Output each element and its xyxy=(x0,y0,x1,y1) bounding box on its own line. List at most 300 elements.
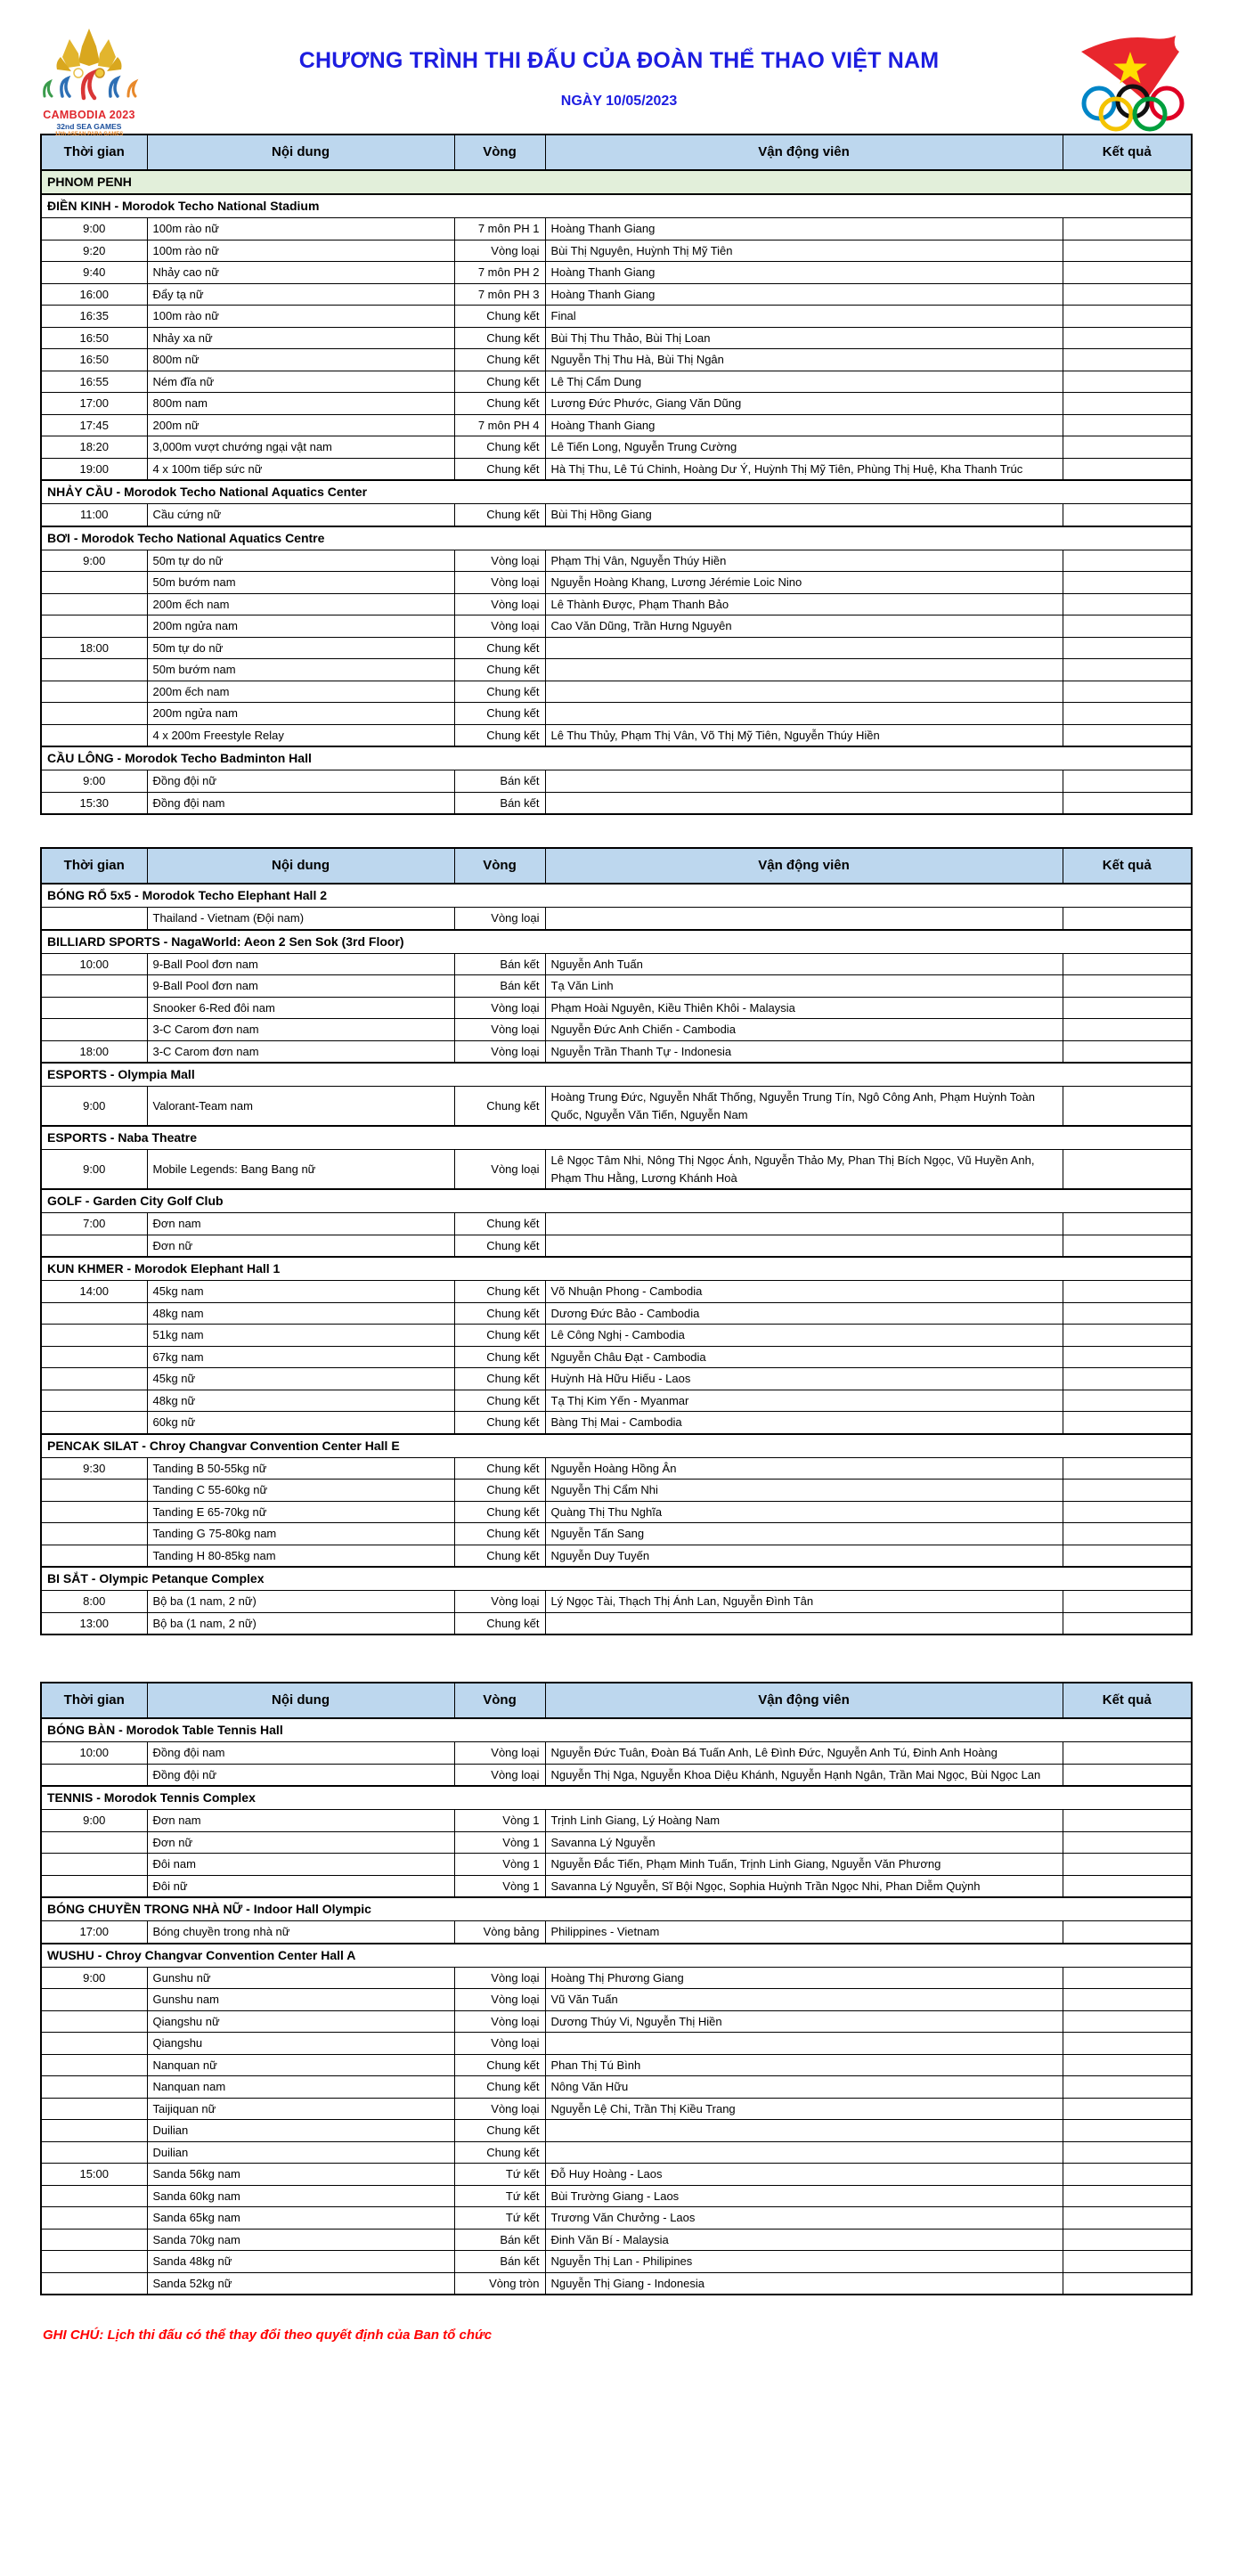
time-cell xyxy=(41,2033,147,2055)
schedule-row xyxy=(41,659,1192,681)
athletes-cell xyxy=(545,1235,1063,1257)
time-cell xyxy=(41,1325,147,1347)
time-cell xyxy=(41,1235,147,1257)
result-cell xyxy=(1063,1213,1192,1235)
event-cell: Sanda 65kg nam xyxy=(147,2207,454,2230)
round-cell: 7 môn PH 4 xyxy=(454,414,545,436)
result-cell xyxy=(1063,1967,1192,1989)
result-cell xyxy=(1063,1480,1192,1502)
event-cell: Đôi nữ xyxy=(147,1875,454,1897)
schedule-row xyxy=(41,1501,1192,1523)
result-cell xyxy=(1063,1742,1192,1765)
event-cell: 100m rào nữ xyxy=(147,218,454,240)
event-cell: 200m ngửa nam xyxy=(147,703,454,725)
round-cell: Chung kết xyxy=(454,1087,545,1127)
athletes-cell xyxy=(545,2141,1063,2164)
result-cell xyxy=(1063,792,1192,814)
logo-sea-games-label: 32nd SEA GAMES xyxy=(56,122,122,131)
round-cell: Chung kết xyxy=(454,436,545,459)
athletes-cell: Lê Ngọc Tâm Nhi, Nông Thị Ngọc Ánh, Nguyễn Thảo My, Phan Thị Bích Ngọc, Vũ Huyền Anh, Phạm Thu Hằng, Lương Khánh Hoà xyxy=(545,1150,1063,1190)
round-cell: Vòng loại xyxy=(454,1019,545,1041)
schedule-row xyxy=(41,327,1192,349)
venue-section-row: NHẢY CẦU - Morodok Techo National Aquatics Center xyxy=(41,480,1192,504)
event-cell: Đồng đội nữ xyxy=(147,770,454,793)
result-cell xyxy=(1063,637,1192,659)
athletes-cell: Philippines - Vietnam xyxy=(545,1921,1063,1944)
round-cell: 7 môn PH 3 xyxy=(454,283,545,306)
time-cell xyxy=(41,1989,147,2011)
round-cell: Vòng loại xyxy=(454,593,545,615)
event-cell: Đôi nam xyxy=(147,1854,454,1876)
column-header-time: Thời gian xyxy=(41,1683,147,1718)
athletes-cell: Võ Nhuận Phong - Cambodia xyxy=(545,1281,1063,1303)
document-header xyxy=(0,25,1238,137)
event-cell: Duilian xyxy=(147,2120,454,2142)
round-cell: Bán kết xyxy=(454,953,545,975)
event-cell: Đồng đội nữ xyxy=(147,1764,454,1786)
athletes-cell: Nguyễn Anh Tuấn xyxy=(545,953,1063,975)
athletes-cell: Lê Tiến Long, Nguyễn Trung Cường xyxy=(545,436,1063,459)
schedule-row xyxy=(41,1457,1192,1480)
time-cell xyxy=(41,1368,147,1390)
event-cell: Tanding G 75-80kg nam xyxy=(147,1523,454,1545)
column-header-event: Nội dung xyxy=(147,848,454,884)
result-cell xyxy=(1063,975,1192,998)
athletes-cell xyxy=(545,703,1063,725)
round-cell: Bán kết xyxy=(454,792,545,814)
event-cell: Đồng đội nam xyxy=(147,792,454,814)
column-header-event: Nội dung xyxy=(147,135,454,170)
event-cell: Nanquan nam xyxy=(147,2076,454,2099)
time-cell: 17:00 xyxy=(41,1921,147,1944)
result-cell xyxy=(1063,593,1192,615)
event-cell: 48kg nam xyxy=(147,1302,454,1325)
schedule-row xyxy=(41,2141,1192,2164)
result-cell xyxy=(1063,1591,1192,1613)
result-cell xyxy=(1063,1087,1192,1127)
venue-section-row: ĐIỀN KINH - Morodok Techo National Stadium xyxy=(41,194,1192,218)
event-cell: Bộ ba (1 nam, 2 nữ) xyxy=(147,1612,454,1634)
time-cell: 9:00 xyxy=(41,550,147,572)
round-cell: Chung kết xyxy=(454,1281,545,1303)
athletes-cell: Savanna Lý Nguyễn xyxy=(545,1831,1063,1854)
athletes-cell: Nguyễn Đức Tuân, Đoàn Bá Tuấn Anh, Lê Đình Đức, Nguyễn Anh Tú, Đinh Anh Hoàng xyxy=(545,1742,1063,1765)
column-header-athletes: Vận động viên xyxy=(545,135,1063,170)
column-header-round: Vòng xyxy=(454,135,545,170)
schedule-row xyxy=(41,1087,1192,1127)
schedule-row xyxy=(41,2229,1192,2251)
result-cell xyxy=(1063,572,1192,594)
round-cell: Bán kết xyxy=(454,770,545,793)
result-cell xyxy=(1063,1235,1192,1257)
time-cell xyxy=(41,2207,147,2230)
round-cell: Vòng loại xyxy=(454,550,545,572)
event-cell: Sanda 60kg nam xyxy=(147,2185,454,2207)
schedule-row xyxy=(41,1346,1192,1368)
athletes-cell xyxy=(545,2120,1063,2142)
event-cell: Sanda 56kg nam xyxy=(147,2164,454,2186)
athletes-cell: Hoàng Thanh Giang xyxy=(545,218,1063,240)
athletes-cell: Hoàng Thanh Giang xyxy=(545,262,1063,284)
sea-games-2023-logo xyxy=(34,27,144,137)
schedule-row xyxy=(41,240,1192,262)
round-cell: Vòng 1 xyxy=(454,1810,545,1832)
column-header-round: Vòng xyxy=(454,848,545,884)
athletes-cell xyxy=(545,1213,1063,1235)
schedule-row xyxy=(41,1040,1192,1063)
column-header-result: Kết quả xyxy=(1063,1683,1192,1718)
schedule-row xyxy=(41,1213,1192,1235)
time-cell xyxy=(41,1480,147,1502)
round-cell: Vòng loại xyxy=(454,572,545,594)
result-cell xyxy=(1063,2120,1192,2142)
time-cell xyxy=(41,703,147,725)
athletes-cell: Hà Thị Thu, Lê Tú Chinh, Hoàng Dư Ý, Huỳnh Thị Mỹ Tiên, Phùng Thị Huệ, Kha Thanh Trúc xyxy=(545,458,1063,480)
time-cell xyxy=(41,593,147,615)
event-cell: Bóng chuyền trong nhà nữ xyxy=(147,1921,454,1944)
round-cell: Vòng 1 xyxy=(454,1854,545,1876)
schedule-row xyxy=(41,1989,1192,2011)
round-cell: Chung kết xyxy=(454,1457,545,1480)
schedule-row xyxy=(41,393,1192,415)
schedule-row xyxy=(41,1921,1192,1944)
time-cell: 9:30 xyxy=(41,1457,147,1480)
time-cell: 11:00 xyxy=(41,504,147,526)
round-cell: Vòng loại xyxy=(454,908,545,930)
city-row: PHNOM PENH xyxy=(41,170,1192,194)
column-header-result: Kết quả xyxy=(1063,848,1192,884)
event-cell: Taijiquan nữ xyxy=(147,2098,454,2120)
schedule-row xyxy=(41,1019,1192,1041)
schedule-table xyxy=(40,847,1193,1635)
event-cell: Đẩy tạ nữ xyxy=(147,283,454,306)
round-cell: Bán kết xyxy=(454,975,545,998)
result-cell xyxy=(1063,1325,1192,1347)
venue-section-row: BÓNG BÀN - Morodok Table Tennis Hall xyxy=(41,1718,1192,1742)
result-cell xyxy=(1063,659,1192,681)
vietnam-olympic-logo xyxy=(1074,32,1192,136)
athletes-cell: Lê Thành Được, Phạm Thanh Bảo xyxy=(545,593,1063,615)
event-cell: 200m nữ xyxy=(147,414,454,436)
result-cell xyxy=(1063,262,1192,284)
time-cell xyxy=(41,681,147,703)
round-cell: Chung kết xyxy=(454,637,545,659)
time-cell xyxy=(41,1545,147,1567)
result-cell xyxy=(1063,1854,1192,1876)
time-cell xyxy=(41,1831,147,1854)
time-cell: 9:00 xyxy=(41,1087,147,1127)
result-cell xyxy=(1063,414,1192,436)
time-cell: 9:00 xyxy=(41,218,147,240)
athletes-cell: Nguyễn Duy Tuyến xyxy=(545,1545,1063,1567)
schedule-row xyxy=(41,2098,1192,2120)
athletes-cell: Đỗ Huy Hoàng - Laos xyxy=(545,2164,1063,2186)
athletes-cell: Hoàng Thanh Giang xyxy=(545,283,1063,306)
event-cell: 45kg nữ xyxy=(147,1368,454,1390)
logo-para-games-label: 12th ASEAN PARA GAMES xyxy=(54,132,124,137)
time-cell xyxy=(41,659,147,681)
time-cell xyxy=(41,997,147,1019)
result-cell xyxy=(1063,371,1192,393)
athletes-cell: Huỳnh Hà Hữu Hiếu - Laos xyxy=(545,1368,1063,1390)
athletes-cell: Cao Văn Dũng, Trần Hưng Nguyên xyxy=(545,615,1063,638)
athletes-cell: Nguyễn Tấn Sang xyxy=(545,1523,1063,1545)
schedule-row xyxy=(41,1368,1192,1390)
athletes-cell: Trương Văn Chưởng - Laos xyxy=(545,2207,1063,2230)
event-cell: Gunshu nam xyxy=(147,1989,454,2011)
round-cell: Chung kết xyxy=(454,2141,545,2164)
time-cell: 10:00 xyxy=(41,1742,147,1765)
athletes-cell: Nguyễn Thị Thu Hà, Bùi Thị Ngân xyxy=(545,349,1063,371)
result-cell xyxy=(1063,1019,1192,1041)
athletes-cell: Tạ Văn Linh xyxy=(545,975,1063,998)
round-cell: Vòng loại xyxy=(454,1967,545,1989)
event-cell: 67kg nam xyxy=(147,1346,454,1368)
time-cell: 9:20 xyxy=(41,240,147,262)
time-cell xyxy=(41,2141,147,2164)
schedule-row xyxy=(41,2164,1192,2186)
event-cell: Sanda 52kg nữ xyxy=(147,2272,454,2295)
result-cell xyxy=(1063,997,1192,1019)
result-cell xyxy=(1063,703,1192,725)
time-cell: 16:50 xyxy=(41,327,147,349)
event-cell: Đơn nữ xyxy=(147,1831,454,1854)
time-cell: 18:00 xyxy=(41,1040,147,1063)
event-cell: Snooker 6-Red đôi nam xyxy=(147,997,454,1019)
result-cell xyxy=(1063,615,1192,638)
schedule-table-3 xyxy=(40,1682,1238,2295)
event-cell: Qiangshu xyxy=(147,2033,454,2055)
time-cell: 16:55 xyxy=(41,371,147,393)
result-cell xyxy=(1063,218,1192,240)
athletes-cell: Phạm Thị Vân, Nguyễn Thúy Hiền xyxy=(545,550,1063,572)
schedule-row xyxy=(41,1967,1192,1989)
athletes-cell xyxy=(545,792,1063,814)
schedule-table-2 xyxy=(40,847,1238,1635)
round-cell: Tứ kết xyxy=(454,2164,545,2186)
schedule-row xyxy=(41,1591,1192,1613)
time-cell: 19:00 xyxy=(41,458,147,480)
athletes-cell: Lê Thị Cẩm Dung xyxy=(545,371,1063,393)
result-cell xyxy=(1063,2098,1192,2120)
title-block xyxy=(0,25,1238,110)
athletes-cell: Hoàng Thị Phương Giang xyxy=(545,1967,1063,1989)
athletes-cell xyxy=(545,908,1063,930)
round-cell: Vòng loại xyxy=(454,1764,545,1786)
round-cell: Vòng loại xyxy=(454,2010,545,2033)
round-cell: 7 môn PH 1 xyxy=(454,218,545,240)
round-cell: Vòng loại xyxy=(454,615,545,638)
athletes-cell: Nông Văn Hữu xyxy=(545,2076,1063,2099)
round-cell: Chung kết xyxy=(454,1523,545,1545)
athletes-cell: Nguyễn Hoàng Khang, Lương Jérémie Loic Nino xyxy=(545,572,1063,594)
round-cell: Chung kết xyxy=(454,1325,545,1347)
schedule-row xyxy=(41,414,1192,436)
athletes-cell: Tạ Thị Kim Yến - Myanmar xyxy=(545,1390,1063,1412)
time-cell xyxy=(41,572,147,594)
round-cell: Vòng 1 xyxy=(454,1831,545,1854)
schedule-row xyxy=(41,2120,1192,2142)
schedule-table-1 xyxy=(40,134,1238,815)
event-cell: 800m nam xyxy=(147,393,454,415)
time-cell: 18:00 xyxy=(41,637,147,659)
schedule-row xyxy=(41,1612,1192,1634)
schedule-row xyxy=(41,953,1192,975)
time-cell xyxy=(41,2229,147,2251)
venue-section-row: CẦU LÔNG - Morodok Techo Badminton Hall xyxy=(41,746,1192,770)
round-cell: Vòng loại xyxy=(454,2033,545,2055)
schedule-table xyxy=(40,1682,1193,2295)
venue-section-row: KUN KHMER - Morodok Elephant Hall 1 xyxy=(41,1257,1192,1281)
round-cell: Tứ kết xyxy=(454,2207,545,2230)
venue-section-row: PENCAK SILAT - Chroy Changvar Convention Center Hall E xyxy=(41,1434,1192,1458)
result-cell xyxy=(1063,1457,1192,1480)
event-cell: 3,000m vượt chướng ngại vật nam xyxy=(147,436,454,459)
round-cell: Chung kết xyxy=(454,306,545,328)
time-cell xyxy=(41,724,147,746)
venue-section-row: TENNIS - Morodok Tennis Complex xyxy=(41,1786,1192,1810)
schedule-row xyxy=(41,1281,1192,1303)
round-cell: Chung kết xyxy=(454,1390,545,1412)
round-cell: Vòng loại xyxy=(454,1591,545,1613)
venue-section-row: BƠI - Morodok Techo National Aquatics Centre xyxy=(41,526,1192,550)
result-cell xyxy=(1063,1302,1192,1325)
time-cell xyxy=(41,1302,147,1325)
schedule-row xyxy=(41,218,1192,240)
event-cell: 200m ếch nam xyxy=(147,593,454,615)
event-cell: Valorant-Team nam xyxy=(147,1087,454,1127)
athletes-cell: Nguyễn Thị Cẩm Nhi xyxy=(545,1480,1063,1502)
schedule-row xyxy=(41,504,1192,526)
time-cell xyxy=(41,1854,147,1876)
athletes-cell: Nguyễn Thị Nga, Nguyễn Khoa Diệu Khánh, Nguyễn Hạnh Ngân, Trần Mai Ngọc, Bùi Ngọc Lan xyxy=(545,1764,1063,1786)
round-cell: Chung kết xyxy=(454,681,545,703)
footnote: GHI CHÚ: Lịch thi đấu có thể thay đổi theo quyết định của Ban tổ chức xyxy=(43,2327,493,2343)
event-cell: 4 x 100m tiếp sức nữ xyxy=(147,458,454,480)
schedule-row xyxy=(41,2272,1192,2295)
page-date: NGÀY 10/05/2023 xyxy=(560,94,678,109)
round-cell: Chung kết xyxy=(454,2120,545,2142)
time-cell: 15:00 xyxy=(41,2164,147,2186)
time-cell xyxy=(41,2010,147,2033)
result-cell xyxy=(1063,327,1192,349)
schedule-row xyxy=(41,770,1192,793)
result-cell xyxy=(1063,1040,1192,1063)
result-cell xyxy=(1063,908,1192,930)
schedule-row xyxy=(41,550,1192,572)
time-cell xyxy=(41,615,147,638)
event-cell: 100m rào nữ xyxy=(147,306,454,328)
athletes-cell: Hoàng Thanh Giang xyxy=(545,414,1063,436)
column-header-event: Nội dung xyxy=(147,1683,454,1718)
time-cell xyxy=(41,1390,147,1412)
round-cell: Chung kết xyxy=(454,2054,545,2076)
event-cell: Đơn nam xyxy=(147,1213,454,1235)
event-cell: Sanda 48kg nữ xyxy=(147,2251,454,2273)
round-cell: Chung kết xyxy=(454,371,545,393)
time-cell: 7:00 xyxy=(41,1213,147,1235)
schedule-row xyxy=(41,2207,1192,2230)
time-cell: 9:00 xyxy=(41,1810,147,1832)
time-cell: 16:50 xyxy=(41,349,147,371)
athletes-cell: Savanna Lý Nguyễn, Sĩ Bội Ngọc, Sophia Huỳnh Trần Ngọc Nhi, Phan Diễm Quỳnh xyxy=(545,1875,1063,1897)
result-cell xyxy=(1063,1764,1192,1786)
venue-section-row: WUSHU - Chroy Changvar Convention Center Hall A xyxy=(41,1944,1192,1968)
time-cell: 9:00 xyxy=(41,770,147,793)
schedule-row xyxy=(41,2251,1192,2273)
round-cell: Vòng bảng xyxy=(454,1921,545,1944)
event-cell: Ném đĩa nữ xyxy=(147,371,454,393)
round-cell: Chung kết xyxy=(454,724,545,746)
schedule-table xyxy=(40,134,1193,815)
round-cell: Chung kết xyxy=(454,349,545,371)
athletes-cell: Nguyễn Thị Giang - Indonesia xyxy=(545,2272,1063,2295)
event-cell: 48kg nữ xyxy=(147,1390,454,1412)
schedule-row xyxy=(41,1764,1192,1786)
schedule-row xyxy=(41,371,1192,393)
vietnam-flag-olympic-rings-icon xyxy=(1074,32,1192,132)
result-cell xyxy=(1063,1523,1192,1545)
result-cell xyxy=(1063,1281,1192,1303)
result-cell xyxy=(1063,458,1192,480)
time-cell: 15:30 xyxy=(41,792,147,814)
athletes-cell: Final xyxy=(545,306,1063,328)
round-cell: Bán kết xyxy=(454,2229,545,2251)
time-cell xyxy=(41,1764,147,1786)
event-cell: Đơn nữ xyxy=(147,1235,454,1257)
schedule-row xyxy=(41,1742,1192,1765)
result-cell xyxy=(1063,1150,1192,1190)
round-cell: Vòng loại xyxy=(454,997,545,1019)
event-cell: Thailand - Vietnam (Đội nam) xyxy=(147,908,454,930)
athletes-cell: Vũ Văn Tuấn xyxy=(545,1989,1063,2011)
time-cell: 14:00 xyxy=(41,1281,147,1303)
result-cell xyxy=(1063,2229,1192,2251)
time-cell: 8:00 xyxy=(41,1591,147,1613)
result-cell xyxy=(1063,393,1192,415)
event-cell: Tanding H 80-85kg nam xyxy=(147,1545,454,1567)
schedule-row xyxy=(41,593,1192,615)
event-cell: Tanding B 50-55kg nữ xyxy=(147,1457,454,1480)
event-cell: 9-Ball Pool đơn nam xyxy=(147,953,454,975)
result-cell xyxy=(1063,550,1192,572)
event-cell: 200m ngửa nam xyxy=(147,615,454,638)
event-cell: Tanding E 65-70kg nữ xyxy=(147,1501,454,1523)
round-cell: Vòng loại xyxy=(454,240,545,262)
time-cell: 13:00 xyxy=(41,1612,147,1634)
event-cell: 200m ếch nam xyxy=(147,681,454,703)
result-cell xyxy=(1063,2185,1192,2207)
time-cell xyxy=(41,908,147,930)
time-cell xyxy=(41,2120,147,2142)
schedule-row xyxy=(41,2010,1192,2033)
schedule-row xyxy=(41,1523,1192,1545)
athletes-cell xyxy=(545,681,1063,703)
event-cell: 50m bướm nam xyxy=(147,572,454,594)
event-cell: 800m nữ xyxy=(147,349,454,371)
round-cell: Chung kết xyxy=(454,1545,545,1567)
athletes-cell xyxy=(545,659,1063,681)
event-cell: Cầu cứng nữ xyxy=(147,504,454,526)
round-cell: Chung kết xyxy=(454,1412,545,1434)
venue-section-row: BI SẮT - Olympic Petanque Complex xyxy=(41,1567,1192,1591)
round-cell: Chung kết xyxy=(454,1612,545,1634)
athletes-cell: Bàng Thị Mai - Cambodia xyxy=(545,1412,1063,1434)
result-cell xyxy=(1063,1390,1192,1412)
time-cell: 18:20 xyxy=(41,436,147,459)
result-cell xyxy=(1063,1346,1192,1368)
schedule-row xyxy=(41,703,1192,725)
